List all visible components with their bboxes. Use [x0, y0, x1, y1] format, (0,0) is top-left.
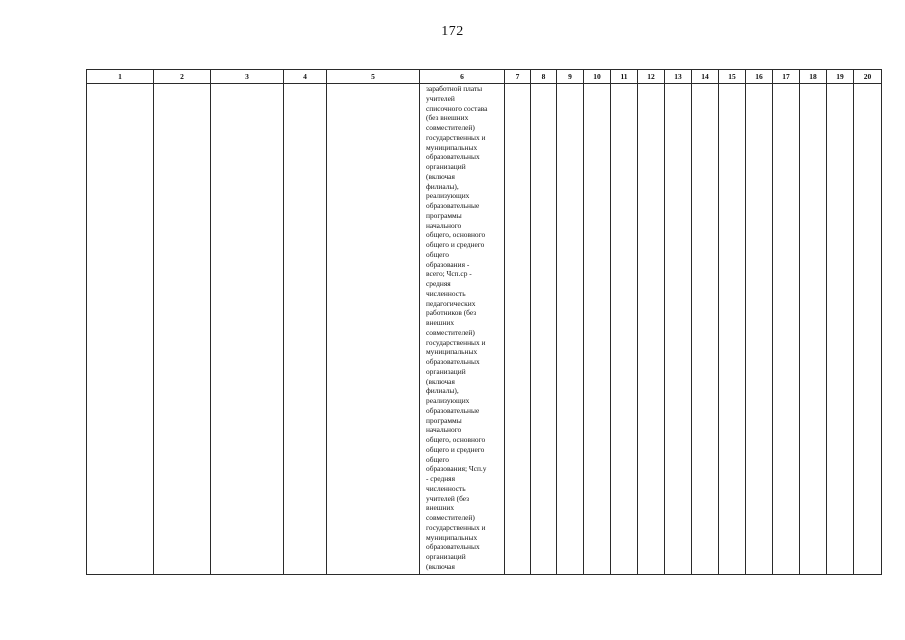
column-header-18: 18: [800, 70, 827, 84]
table-cell-20: [854, 84, 882, 575]
table-cell-15: [719, 84, 746, 575]
table-cell-5: [327, 84, 420, 575]
column-header-6: 6: [420, 70, 505, 84]
table-cell-11: [611, 84, 638, 575]
table-cell-14: [692, 84, 719, 575]
column-header-11: 11: [611, 70, 638, 84]
column-header-19: 19: [827, 70, 854, 84]
data-table: [86, 69, 882, 575]
table-cell-18: [800, 84, 827, 575]
column-header-9: 9: [557, 70, 584, 84]
column-header-13: 13: [665, 70, 692, 84]
column-header-3: 3: [211, 70, 284, 84]
column-header-5: 5: [327, 70, 420, 84]
column-header-17: 17: [773, 70, 800, 84]
column-header-2: 2: [154, 70, 211, 84]
table-cell-1: [87, 84, 154, 575]
column-header-7: 7: [505, 70, 531, 84]
page-number: 172: [441, 24, 464, 39]
indicator-description-text: заработной платы учителей списочного состава (без внешних совместителей) государственных и муниципальных образовательных организаций (включая филиалы), реализующих образовательные программы начального общего, основного общего и среднего общего образования - всего; Чсп.ср - средняя численность педагогических работников (без внешних совместителей) государственных и муниципальных образовательных организаций (включая филиалы), реализующих образовательные программы начального общего, основного общего и среднего общего образования; Чсп.у - средняя численность учителей (без внешних совместителей) государственных и муниципальных образовательных организаций (включая: [426, 84, 488, 571]
table-cell-8: [531, 84, 557, 575]
table-cell-7: [505, 84, 531, 575]
table-cell-16: [746, 84, 773, 575]
column-header-20: 20: [854, 70, 882, 84]
column-header-10: 10: [584, 70, 611, 84]
table-cell-17: [773, 84, 800, 575]
table-cell-3: [211, 84, 284, 575]
table-cell-6: [420, 84, 505, 575]
column-header-4: 4: [284, 70, 327, 84]
column-header-1: 1: [87, 70, 154, 84]
table-cell-9: [557, 84, 584, 575]
table-cell-12: [638, 84, 665, 575]
column-header-16: 16: [746, 70, 773, 84]
table-cell-19: [827, 84, 854, 575]
table-cell-10: [584, 84, 611, 575]
table-cell-13: [665, 84, 692, 575]
table-cell-2: [154, 84, 211, 575]
column-header-15: 15: [719, 70, 746, 84]
column-header-8: 8: [531, 70, 557, 84]
header-row: [87, 70, 882, 84]
table-row: [87, 84, 882, 575]
table-cell-4: [284, 84, 327, 575]
column-header-12: 12: [638, 70, 665, 84]
column-header-14: 14: [692, 70, 719, 84]
